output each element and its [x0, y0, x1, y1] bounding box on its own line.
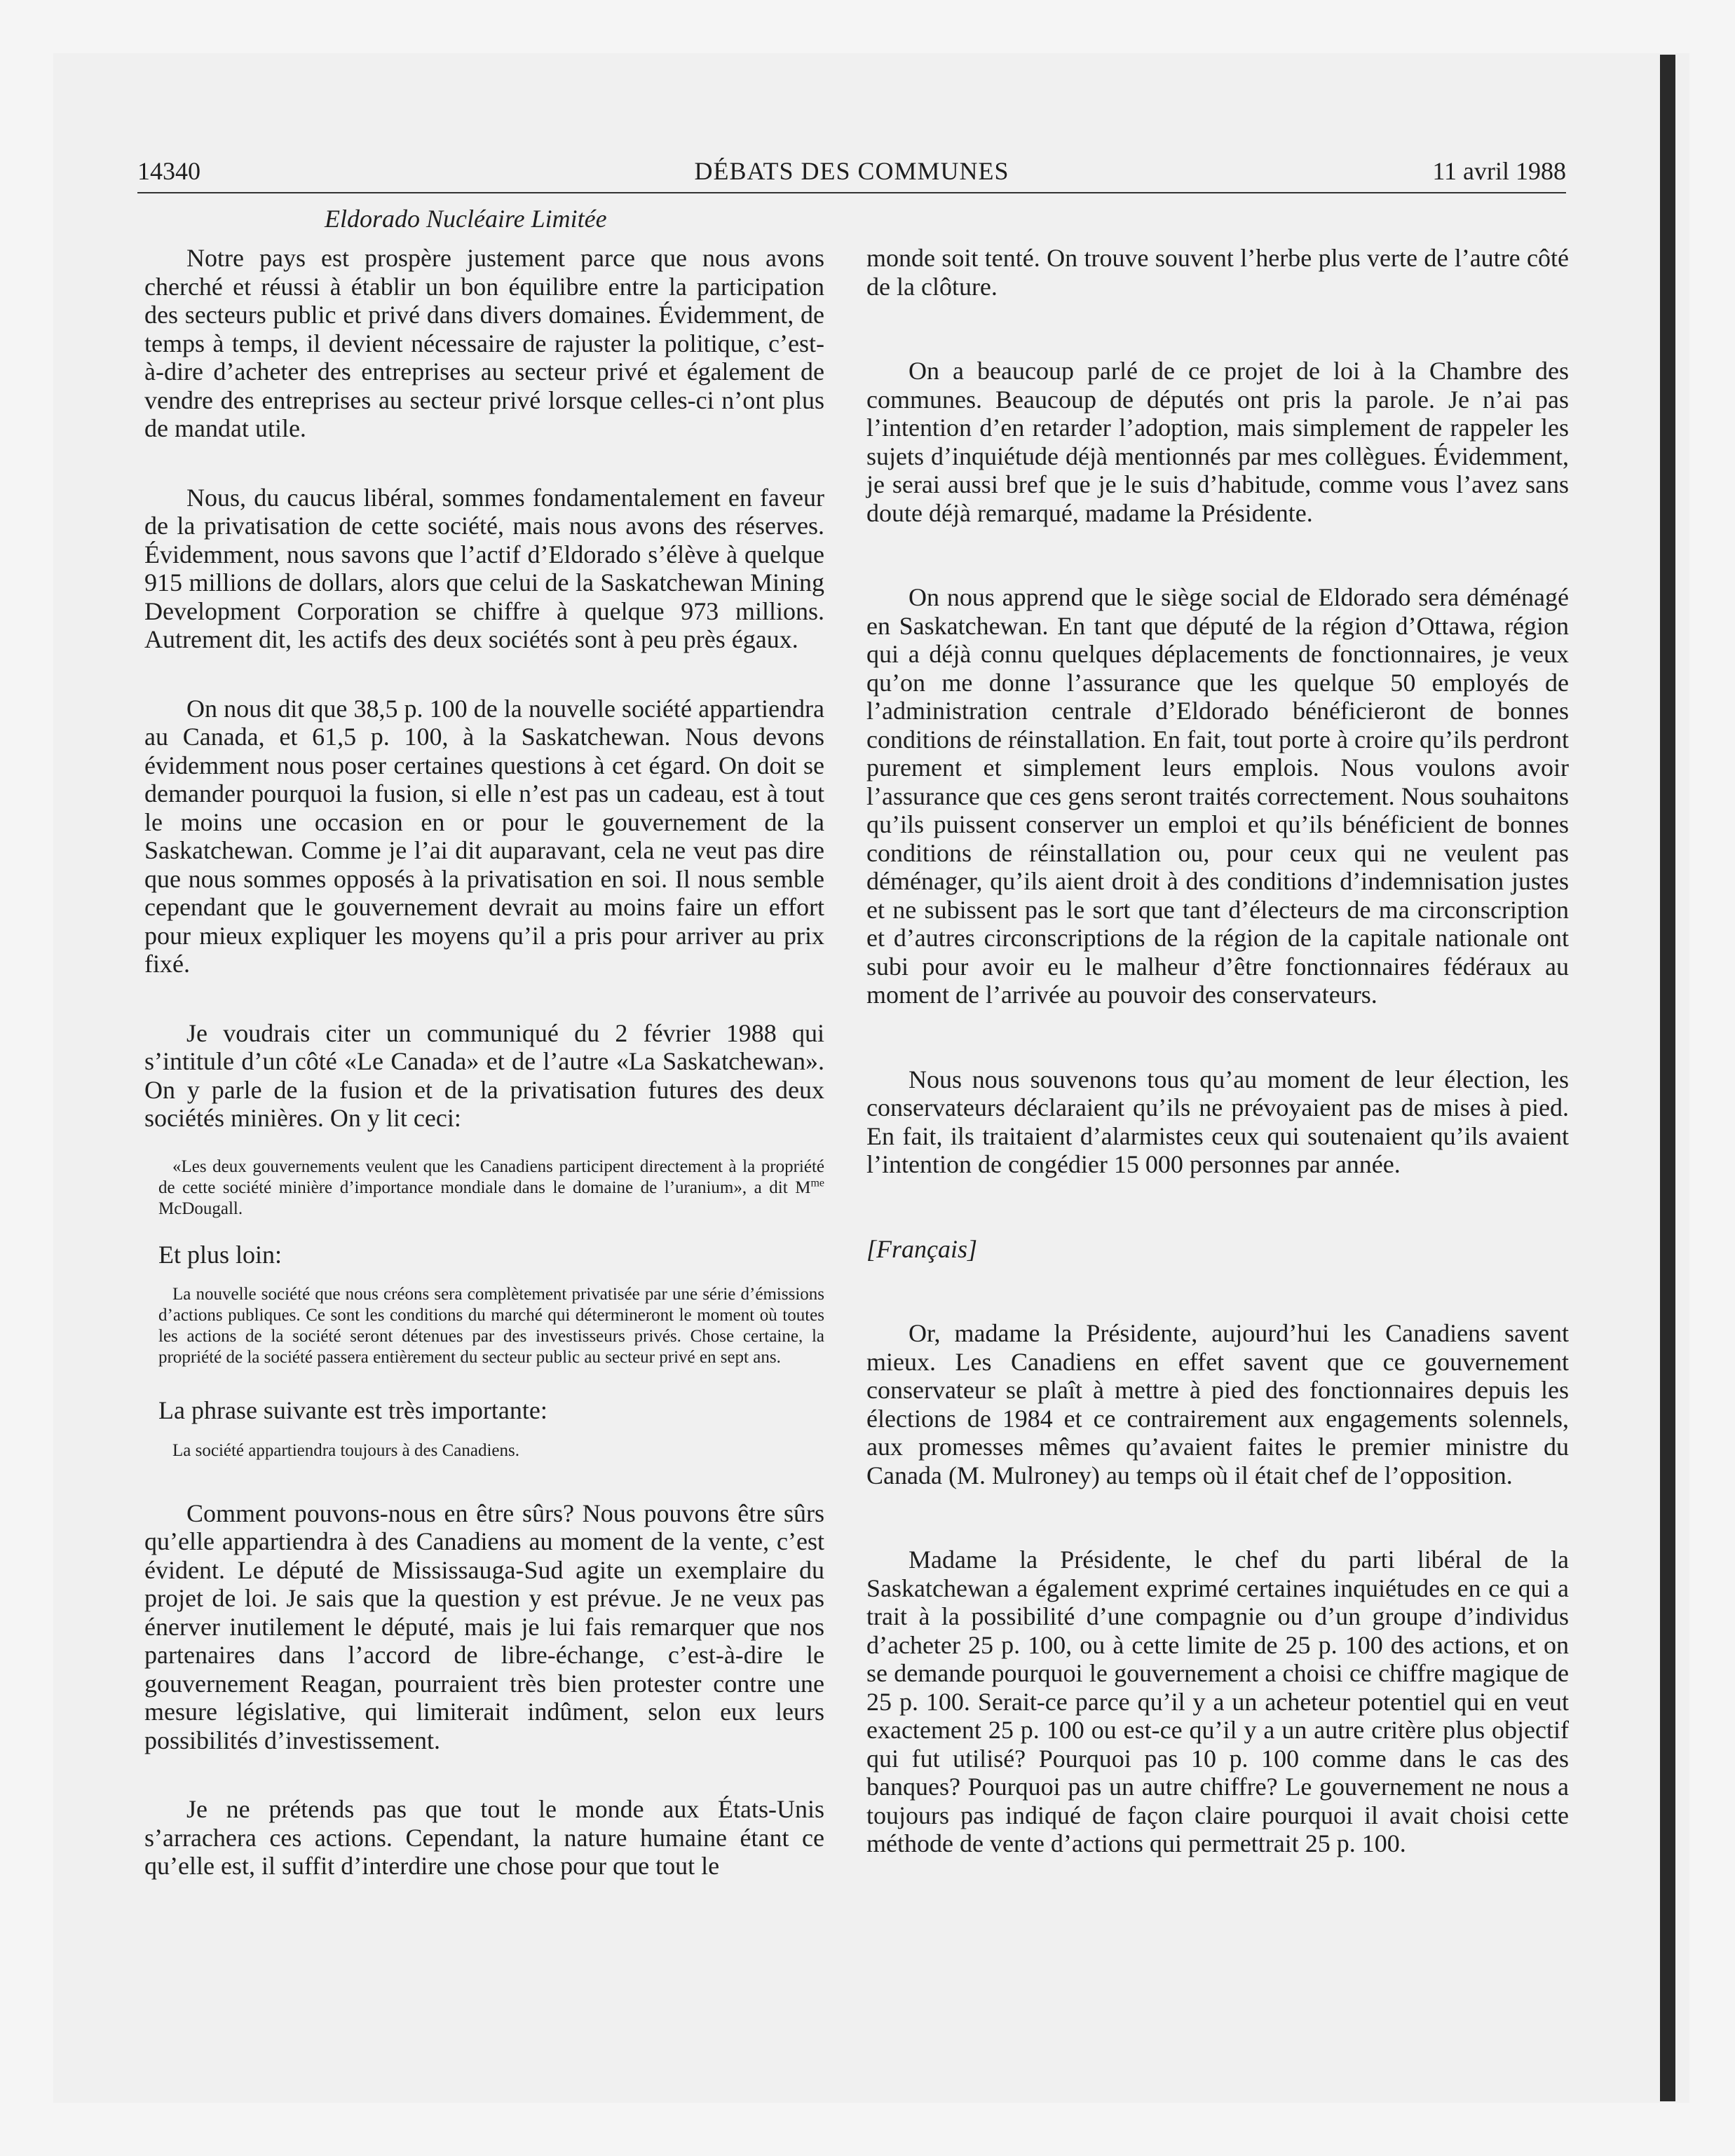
section-title: Eldorado Nucléaire Limitée — [325, 205, 607, 233]
paragraph: Madame la Présidente, le chef du parti libéral de la Saskatchewan a également exprimé certaines inquiétudes en ce qui a trait à la possibilité d’une compagnie ou d’un groupe d’individus d’acheter 25 p. 100, ou à cette limite de 25 p. 100 des actions, et on se demande pourquoi le gouvernement a choisi ce chiffre magique de 25 p. 100. Serait-ce parce qu’il y a un acheteur potentiel qui en veut exactement 25 p. 100 ou est-ce qu’il y a un autre critère plus objectif qui fut utilisé? Pourquoi pas 10 p. 100 comme dans le cas des banques? Pourquoi pas un autre chiffre? Le gouvernement ne nous a toujours pas indiqué de façon claire pourquoi il avait choisi cette méthode de vente d’actions qui permettrait 25 p. 100. — [866, 1546, 1569, 1857]
lead-in-line: La phrase suivante est très importante: — [158, 1396, 547, 1424]
paragraph: Notre pays est prospère justement parce que nous avons cherché et réussi à établir un bon équilibre entre la participation des secteurs public et privé dans divers domaines. Évidemment, de temps à temps, il devient nécessaire de rajuster la politique, c’est-à-dire d’acheter des entreprises au secteur privé et également de vendre des entreprises au secteur privé lorsque celles-ci n’ont plus de mandat utile. — [144, 244, 824, 442]
quote-text-end: McDougall. — [158, 1199, 243, 1218]
block-quote — [144, 1157, 824, 1220]
lead-in-line: Et plus loin: — [158, 1240, 283, 1269]
paragraph: Comment pouvons-nous en être sûrs? Nous pouvons être sûrs qu’elle appartiendra à des Canadiens au moment de la vente, c’est évident. Le député de Mississauga-Sud agite un exemplaire du projet de loi. Je sais que la question y est prévue. Je ne veux pas énerver inutilement le député, mais je lui fais remarquer que nos partenaires dans l’accord de libre-échange, c’est-à-dire le gouvernement Reagan, pourraient très bien protester contre une mesure législative, qui limiterait indûment, selon eux leurs possibilités d’investissement. — [144, 1499, 824, 1754]
paragraph: On a beaucoup parlé de ce projet de loi à la Chambre des communes. Beaucoup de députés ont pris la parole. Je n’ai pas l’intention d’en retarder l’adoption, mais simplement de rappeler les sujets d’inquiétude déjà mentionnés par mes collègues. Évidemment, je serai aussi bref que je le suis d’habitude, comme vous l’avez sans doute déjà remarqué, madame la Présidente. — [866, 357, 1569, 527]
paragraph: Or, madame la Présidente, aujourd’hui les Canadiens savent mieux. Les Canadiens en effet savent que ce gouvernement conservateur se plaît à mettre à pied des fonctionnaires depuis les élections de 1984 et ce contrairement aux engagements solennels, aux promesses mêmes qu’avaient faites le premier ministre du Canada (M. Mulroney) au temps où il était chef de l’opposition. — [866, 1319, 1569, 1489]
paragraph: On nous dit que 38,5 p. 100 de la nouvelle société appartiendra au Canada, et 61,5 p. 100, à la Saskatchewan. Nous devons évidemment nous poser certaines questions à cet égard. On doit se demander pourquoi la fusion, si elle n’est pas un cadeau, est à tout le moins une occasion en or pour le gouvernement de la Saskatchewan. Comme je l’ai dit auparavant, cela ne veut pas dire que nous sommes opposés à la privatisation en soi. Il nous semble cependant que le gouvernement devrait au moins faire un effort pour mieux expliquer les moyens qu’il a pris pour arriver au prix fixé. — [144, 694, 824, 978]
paragraph: Nous, du caucus libéral, sommes fondamentalement en faveur de la privatisation de cette société, mais nous avons des réserves. Évidemment, nous savons que l’actif d’Eldorado s’élève à quelque 915 millions de dollars, alors que celui de la Saskatchewan Mining Development Corporation se chiffre à quelque 973 millions. Autrement dit, les actifs des deux sociétés sont à peu près égaux. — [144, 483, 824, 653]
right-column — [866, 244, 1569, 1899]
language-marker: [Français] — [866, 1234, 978, 1263]
quote-superscript: me — [810, 1177, 824, 1189]
page-header — [137, 156, 1566, 193]
paragraph: On nous apprend que le siège social de Eldorado sera déménagé en Saskatchewan. En tant que député de la région d’Ottawa, région qui a déjà connu quelques déplacements de fonctionnaires, je veux qu’on me donne l’assurance que les quelque 50 employés de l’administration centrale d’Eldorado bénéficieront de bonnes conditions de réinstallation. En fait, tout porte à croire qu’ils perdront purement et simplement leurs emplois. Nous voulons avoir l’assurance que ces gens seront traités correctement. Nous souhaitons qu’ils puissent conserver un emploi et qu’ils bénéficient de bonnes conditions de réinstallation ou, pour ceux qui ne veulent pas déménager, qu’ils aient droit à des conditions d’indemnisation justes et ne subissent pas le sort que tant d’électeurs de ma circonscription et d’autres circonscriptions de la région de la capitale nationale ont subi pour avoir eu le malheur d’être fonctionnaires fédéraux au moment de l’arrivée au pouvoir des conservateurs. — [866, 583, 1569, 1009]
paragraph: Je ne prétends pas que tout le monde aux États-Unis s’arrachera ces actions. Cependant, la nature humaine étant ce qu’elle est, il suffit d’interdire une chose pour que tout le — [144, 1795, 824, 1880]
quote-text: «Les deux gouvernements veulent que les Canadiens participent directement à la propriété de cette société minière d’importance mondiale dans le domaine de l’uranium», a dit M — [158, 1157, 824, 1197]
paragraph: monde soit tenté. On trouve souvent l’herbe plus verte de l’autre côté de la clôture. — [866, 244, 1569, 301]
block-quote: La société appartiendra toujours à des Canadiens. — [172, 1440, 519, 1460]
scan-edge-shadow — [1660, 55, 1675, 2101]
publication-title: DÉBATS DES COMMUNES — [694, 157, 1009, 185]
paragraph: Je voudrais citer un communiqué du 2 février 1988 qui s’intitule d’un côté «Le Canada» et de l’autre «La Saskatchewan». On y parle de la fusion et de la privatisation futures des deux sociétés minières. On y lit ceci: — [144, 1018, 824, 1132]
publication-date: 11 avril 1988 — [1432, 157, 1566, 185]
left-column — [144, 244, 824, 1921]
page-number: 14340 — [137, 157, 200, 185]
block-quote: La nouvelle société que nous créons sera complètement privatisée par une série d’émissions d’actions publiques. Ce sont les conditions du marché qui détermineront le moment où toutes les actions de la société seront détenues par des investisseurs privés. Chose certaine, la propriété de la société passera entièrement du secteur public au secteur privé en sept ans. — [158, 1285, 824, 1367]
paragraph: Nous nous souvenons tous qu’au moment de leur élection, les conservateurs déclaraient qu’ils ne prévoyaient pas de mises à pied. En fait, ils traitaient d’alarmistes ceux qui soutenaient qu’ils avaient l’intention de congédier 15 000 personnes par année. — [866, 1065, 1569, 1178]
